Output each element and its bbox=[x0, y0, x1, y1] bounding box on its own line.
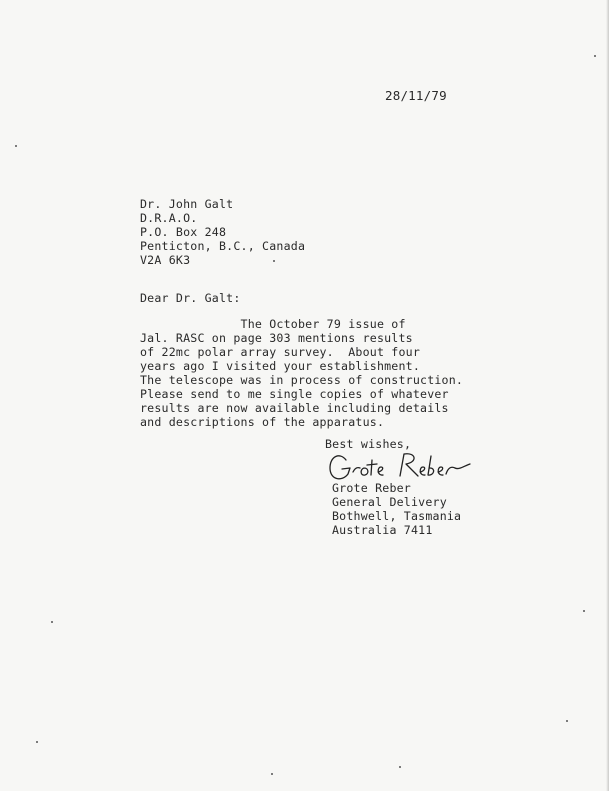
scan-speck bbox=[51, 621, 53, 623]
body-line: Jal. RASC on page 303 mentions results bbox=[140, 331, 413, 345]
scan-speck bbox=[271, 773, 273, 775]
scan-speck bbox=[566, 720, 568, 722]
recipient-city: Penticton, B.C., Canada bbox=[140, 239, 306, 253]
scan-speck bbox=[583, 610, 585, 612]
sender-address-line: General Delivery bbox=[332, 495, 447, 509]
scan-speck bbox=[15, 145, 17, 147]
recipient-institution: D.R.A.O. bbox=[140, 211, 198, 225]
recipient-postal-code: V2A 6K3 bbox=[140, 253, 191, 267]
sender-address-line: Bothwell, Tasmania bbox=[332, 509, 462, 523]
scan-speck bbox=[273, 260, 275, 262]
salutation: Dear Dr. Galt: bbox=[140, 291, 241, 305]
recipient-po-box: P.O. Box 248 bbox=[140, 225, 227, 239]
body-line: The telescope was in process of construction. bbox=[140, 373, 464, 387]
body-line: and descriptions of the apparatus. bbox=[140, 415, 385, 429]
sender-address-line: Australia 7411 bbox=[332, 523, 433, 537]
body-line: years ago I visited your establishment. bbox=[140, 359, 421, 373]
recipient-name: Dr. John Galt bbox=[140, 197, 234, 211]
scan-speck bbox=[594, 55, 596, 57]
letter-date: 28/11/79 bbox=[385, 88, 447, 103]
body-line: The October 79 issue of bbox=[140, 317, 406, 331]
body-line: results are now available including details bbox=[140, 401, 449, 415]
scan-speck bbox=[399, 766, 401, 768]
body-line: Please send to me single copies of whatever bbox=[140, 387, 449, 401]
scan-speck bbox=[36, 741, 38, 743]
handwritten-signature bbox=[326, 446, 476, 486]
body-line: of 22mc polar array survey. About four bbox=[140, 345, 421, 359]
closing: Best wishes, bbox=[325, 437, 412, 451]
sender-name: Grote Reber bbox=[332, 481, 411, 495]
